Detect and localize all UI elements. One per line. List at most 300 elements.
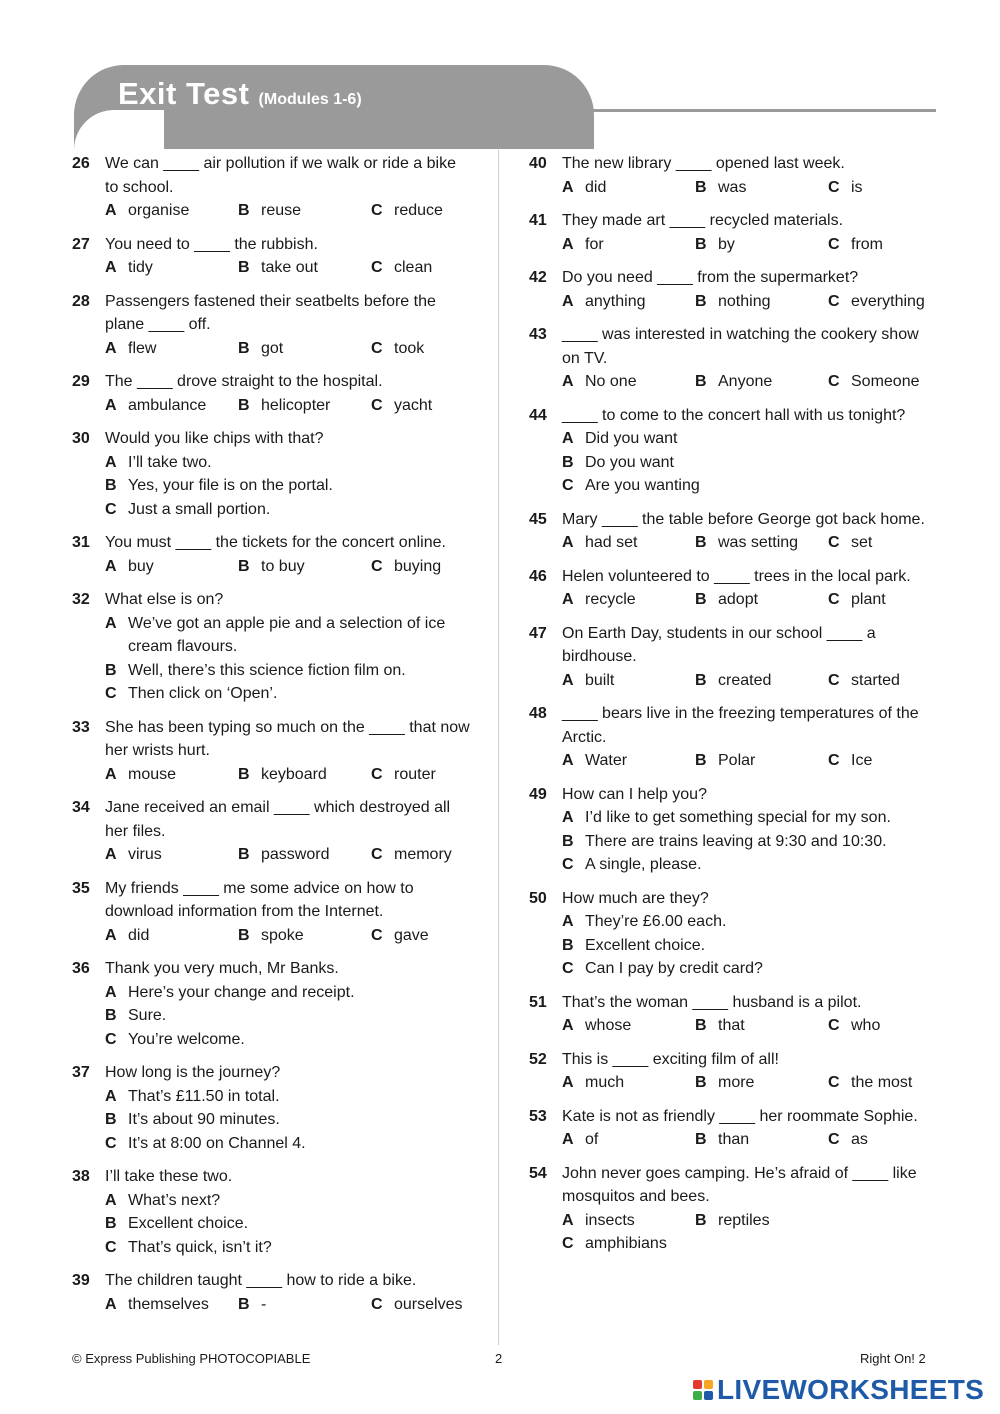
answer-option[interactable] [828,290,925,314]
option-letter: C [562,856,574,873]
answer-option[interactable] [105,1132,472,1156]
question-text: The ____ drove straight to the hospital. [105,373,383,390]
option-text: was [718,178,747,196]
option-letter: A [105,926,117,944]
option-text: nothing [718,292,771,310]
answer-option[interactable] [562,233,695,257]
question-text: This is ____ exciting film of all! [562,1050,779,1068]
question-item [72,370,472,417]
option-text: started [851,671,900,689]
question-item [72,427,472,521]
answer-option[interactable] [371,1293,462,1317]
option-text: amphibians [585,1235,667,1252]
option-letter: A [105,614,117,632]
option-letter: A [562,430,574,447]
option-text: Excellent choice. [128,1215,249,1232]
option-letter: C [562,960,574,977]
answer-option[interactable] [105,1085,472,1109]
question-item [529,1105,939,1152]
option-text: the most [851,1074,913,1091]
option-letter: A [105,339,117,357]
question-text: You need to ____ the rubbish. [105,235,318,253]
question-number: 46 [529,567,547,585]
option-text: Yes, your file is on the portal. [128,477,333,494]
option-text: more [718,1074,755,1091]
option-text: flew [128,339,157,357]
option-letter: B [695,591,707,608]
option-letter: B [105,1111,117,1128]
answer-option[interactable] [828,233,883,257]
answer-option[interactable] [105,394,238,418]
question-text: ____ was interested in watching the cookery show on TV. [562,326,919,367]
question-number: 33 [72,718,90,736]
answer-option[interactable] [371,337,424,361]
answer-options [562,233,939,257]
option-letter: B [695,752,707,769]
question-number: 53 [529,1107,547,1125]
option-text: had set [585,534,638,551]
answer-options [562,669,939,693]
answer-options-extra [562,1232,939,1256]
question-item [72,957,472,1051]
option-letter: A [562,752,574,769]
option-text: of [585,1131,599,1148]
answer-option[interactable] [105,555,238,579]
question-item [529,152,939,199]
option-text: gave [394,926,429,944]
answer-options [562,1209,939,1233]
footer-book-title: Right On! 2 [860,1351,926,1366]
answer-option[interactable] [371,843,452,867]
answer-option[interactable] [105,924,238,948]
answer-options [105,763,472,787]
option-letter: C [828,1017,840,1034]
question-text: Mary ____ the table before George got back home. [562,510,925,528]
answer-option[interactable] [562,451,939,475]
answer-option[interactable] [562,749,695,773]
footer-copyright: © Express Publishing PHOTOCOPIABLE [72,1351,311,1366]
option-text: clean [394,259,433,276]
answer-option[interactable] [105,1028,472,1052]
answer-option[interactable] [105,451,472,475]
answer-option[interactable] [695,669,828,693]
answer-option[interactable] [828,176,863,200]
option-letter: A [562,235,574,253]
option-text: insects [585,1211,635,1229]
option-text: as [851,1131,868,1148]
option-letter: B [695,534,707,551]
answer-option[interactable] [828,669,900,693]
option-letter: C [371,259,383,276]
option-text: take out [261,259,318,276]
question-item [529,702,939,773]
answer-option[interactable] [828,370,920,394]
option-letter: B [105,477,117,494]
answer-option[interactable] [238,394,371,418]
option-text: reuse [261,202,302,219]
page-title [118,76,362,112]
option-letter: B [238,926,250,944]
answer-option[interactable] [371,555,441,579]
option-letter: C [105,1134,117,1152]
option-letter: B [238,557,250,575]
answer-option[interactable] [105,1236,472,1260]
option-text: reduce [394,202,443,219]
option-text: buy [128,557,154,575]
question-text: John never goes camping. He’s afraid of ____ like mosquitos and bees. [562,1164,917,1205]
option-letter: C [105,1238,117,1256]
answer-option[interactable] [695,1071,828,1095]
option-letter: C [828,752,840,769]
option-letter: B [695,178,707,196]
question-number: 40 [529,155,547,172]
answer-option[interactable] [695,1209,770,1233]
answer-option[interactable] [695,588,828,612]
header-rule [590,109,936,112]
option-text: buying [394,557,442,575]
option-text: keyboard [261,765,327,783]
answer-option[interactable] [105,612,472,659]
option-letter: A [105,202,117,219]
option-text: - [261,1295,267,1313]
answer-option[interactable] [562,1014,695,1038]
option-letter: C [828,1074,840,1091]
question-text: How can I help you? [562,785,707,803]
answer-option[interactable] [105,1108,472,1132]
option-letter: C [828,235,840,253]
answer-option[interactable] [105,1004,472,1028]
question-number: 54 [529,1164,547,1182]
answer-options [105,337,472,361]
answer-option[interactable] [105,981,472,1005]
answer-options [105,981,472,1052]
question-text: What else is on? [105,591,224,608]
option-letter: B [695,1074,707,1091]
answer-option[interactable] [562,669,695,693]
question-number: 45 [529,510,547,528]
question-item [529,622,939,693]
question-text: ____ to come to the concert hall with us tonight? [562,406,906,424]
question-text: Thank you very much, Mr Banks. [105,960,339,977]
answer-option[interactable] [105,256,238,280]
option-text: got [261,339,284,357]
option-text: ambulance [128,396,207,414]
answer-option[interactable] [562,370,695,394]
option-letter: A [562,1211,574,1229]
answer-option[interactable] [562,1209,695,1233]
question-number: 42 [529,269,547,286]
answer-option[interactable] [828,1128,868,1152]
option-letter: B [105,661,117,679]
question-text: On Earth Day, students in our school ____ a birdhouse. [562,624,876,665]
option-letter: A [562,534,574,551]
option-text: for [585,235,604,253]
option-text: did [585,178,607,196]
option-text: Did you want [585,430,678,447]
question-item [72,796,472,867]
answer-option[interactable] [562,806,939,830]
option-letter: B [238,202,250,219]
question-number: 47 [529,624,547,642]
answer-option[interactable] [371,394,432,418]
option-text: I’ll take two. [128,453,212,471]
option-text: Sure. [128,1007,167,1024]
option-letter: C [371,202,383,219]
option-text: organise [128,202,190,219]
option-letter: B [695,373,707,390]
option-text: Then click on ‘Open’. [128,685,278,702]
answer-option[interactable] [238,843,371,867]
option-letter: B [562,832,574,850]
answer-option[interactable] [562,531,695,555]
answer-option[interactable] [238,555,371,579]
option-letter: C [828,671,840,689]
question-text: I’ll take these two. [105,1168,233,1185]
option-letter: A [562,1131,574,1148]
answer-option[interactable] [562,1128,695,1152]
answer-options [105,612,472,706]
option-text: took [394,339,425,357]
answer-option[interactable] [695,531,828,555]
question-text: Kate is not as friendly ____ her roommate Sophie. [562,1107,918,1125]
answer-option[interactable] [238,337,371,361]
option-letter: A [562,1017,574,1034]
answer-option[interactable] [828,1014,880,1038]
answer-option[interactable] [695,1014,828,1038]
left-column [72,152,472,1326]
question-text: She has been typing so much on the ____ that now her wrists hurt. [105,718,470,759]
question-item [72,233,472,280]
answer-options [105,924,472,948]
question-item [529,783,939,877]
question-number: 49 [529,785,547,803]
answer-option[interactable] [105,1212,472,1236]
option-text: much [585,1074,625,1091]
option-text: who [851,1017,881,1034]
answer-option[interactable] [562,176,695,200]
answer-option[interactable] [105,843,238,867]
option-text: A single, please. [585,856,702,873]
answer-option[interactable] [562,853,939,877]
answer-option[interactable] [105,1293,238,1317]
answer-option[interactable] [105,1189,472,1213]
logo-square-blue [704,1391,713,1400]
option-letter: B [695,671,707,689]
question-number: 39 [72,1272,90,1289]
answer-option[interactable] [238,199,371,223]
option-text: Anyone [718,373,773,390]
option-letter: B [695,1211,707,1229]
option-letter: C [828,292,840,310]
option-text: tidy [128,259,153,276]
answer-option[interactable] [105,498,472,522]
question-text: They made art ____ recycled materials. [562,212,844,229]
option-text: password [261,846,330,863]
option-letter: A [105,765,117,783]
option-letter: A [562,591,574,608]
option-text: plant [851,591,886,608]
question-item [529,991,939,1038]
question-number: 29 [72,373,90,390]
question-number: 27 [72,235,90,253]
answer-options [562,588,939,612]
answer-option[interactable] [562,1232,939,1256]
answer-option[interactable] [695,749,828,773]
option-letter: A [105,1191,117,1209]
option-text: reptiles [718,1211,770,1229]
option-text: That’s quick, isn’t it? [128,1238,272,1256]
question-item [529,1048,939,1095]
answer-option[interactable] [695,370,828,394]
option-letter: B [238,396,250,414]
option-text: spoke [261,926,304,944]
answer-option[interactable] [371,199,443,223]
option-letter: A [562,373,574,390]
option-text: whose [585,1017,632,1034]
answer-option[interactable] [695,176,828,200]
answer-option[interactable] [828,531,872,555]
answer-option[interactable] [562,427,939,451]
option-letter: C [105,1030,117,1048]
question-number: 48 [529,705,547,722]
option-text: Ice [851,752,873,769]
option-text: There are trains leaving at 9:30 and 10:30. [585,832,887,850]
option-text: It’s at 8:00 on Channel 4. [128,1134,306,1152]
answer-option[interactable] [105,763,238,787]
question-number: 50 [529,889,547,907]
answer-option[interactable] [695,290,828,314]
option-text: Someone [851,373,920,390]
answer-option[interactable] [695,1128,828,1152]
option-text: anything [585,292,646,310]
option-text: Water [585,752,628,769]
option-letter: A [105,846,117,863]
answer-option[interactable] [562,474,939,498]
option-letter: A [562,1074,574,1091]
option-text: Just a small portion. [128,500,271,518]
question-item [72,1061,472,1155]
option-letter: A [562,809,574,826]
option-text: ourselves [394,1295,463,1313]
answer-option[interactable] [828,749,872,773]
option-text: Well, there’s this science fiction film on. [128,661,406,679]
answer-options [562,531,939,555]
option-text: We’ve got an apple pie and a selection of ice cream flavours. [128,614,446,655]
question-item [529,323,939,394]
answer-option[interactable] [562,290,695,314]
answer-option[interactable] [238,924,371,948]
answer-options [562,176,939,200]
answer-options [562,1071,939,1095]
question-number: 36 [72,960,90,977]
answer-option[interactable] [105,337,238,361]
answer-option[interactable] [695,233,828,257]
option-letter: B [695,1131,707,1148]
question-number: 34 [72,799,90,816]
answer-option[interactable] [238,1293,371,1317]
answer-options [105,1085,472,1156]
option-text: router [394,765,436,783]
option-text: mouse [128,765,177,783]
option-text: was setting [718,534,799,551]
question-text: How long is the journey? [105,1064,281,1081]
option-letter: C [105,685,117,702]
option-text: yacht [394,396,433,414]
question-text: Would you like chips with that? [105,430,324,447]
option-letter: B [238,765,250,783]
question-item [529,266,939,313]
answer-option[interactable] [238,763,371,787]
answer-option[interactable] [562,957,939,981]
option-text: I’d like to get something special for my son. [585,809,891,826]
answer-option[interactable] [105,199,238,223]
option-text: from [851,235,883,253]
option-letter: A [105,1087,117,1105]
answer-option[interactable] [562,1071,695,1095]
answer-option[interactable] [562,934,939,958]
option-letter: A [105,259,117,276]
option-letter: B [105,1215,117,1232]
question-item [72,290,472,361]
answer-option[interactable] [371,763,436,787]
answer-options [105,1189,472,1260]
option-text: virus [128,846,162,863]
answer-option[interactable] [562,588,695,612]
question-item [72,1165,472,1259]
option-text: that [718,1017,745,1034]
question-text: Passengers fastened their seatbelts before the plane ____ off. [105,292,436,333]
question-number: 44 [529,406,547,424]
option-text: is [851,178,863,196]
option-letter: C [828,591,840,608]
option-letter: A [562,292,574,310]
question-item [529,209,939,256]
answer-option[interactable] [562,830,939,854]
option-letter: A [562,671,574,689]
question-text: Jane received an email ____ which destroyed all her files. [105,799,451,840]
answer-option[interactable] [105,682,472,706]
option-letter: C [828,1131,840,1148]
question-text: You must ____ the tickets for the concert online. [105,534,446,551]
answer-option[interactable] [828,588,886,612]
option-text: memory [394,846,452,863]
liveworksheets-logo [693,1376,984,1404]
option-text: themselves [128,1295,209,1313]
option-letter: A [105,983,117,1001]
option-letter: B [695,235,707,253]
option-letter: B [238,846,250,863]
answer-option[interactable] [238,256,371,280]
question-text: The new library ____ opened last week. [562,155,845,172]
option-text: What’s next? [128,1191,221,1209]
answer-option[interactable] [105,474,472,498]
option-letter: C [371,1295,383,1313]
option-letter: B [238,259,250,276]
answer-options [562,1128,939,1152]
option-letter: C [828,178,840,196]
option-text: helicopter [261,396,331,414]
answer-options [562,749,939,773]
answer-option[interactable] [828,1071,912,1095]
option-letter: C [828,373,840,390]
option-text: It’s about 90 minutes. [128,1111,280,1128]
answer-option[interactable] [371,924,429,948]
answer-option[interactable] [562,910,939,934]
answer-option[interactable] [105,659,472,683]
question-item [72,588,472,706]
answer-options [562,427,939,498]
answer-option[interactable] [371,256,432,280]
